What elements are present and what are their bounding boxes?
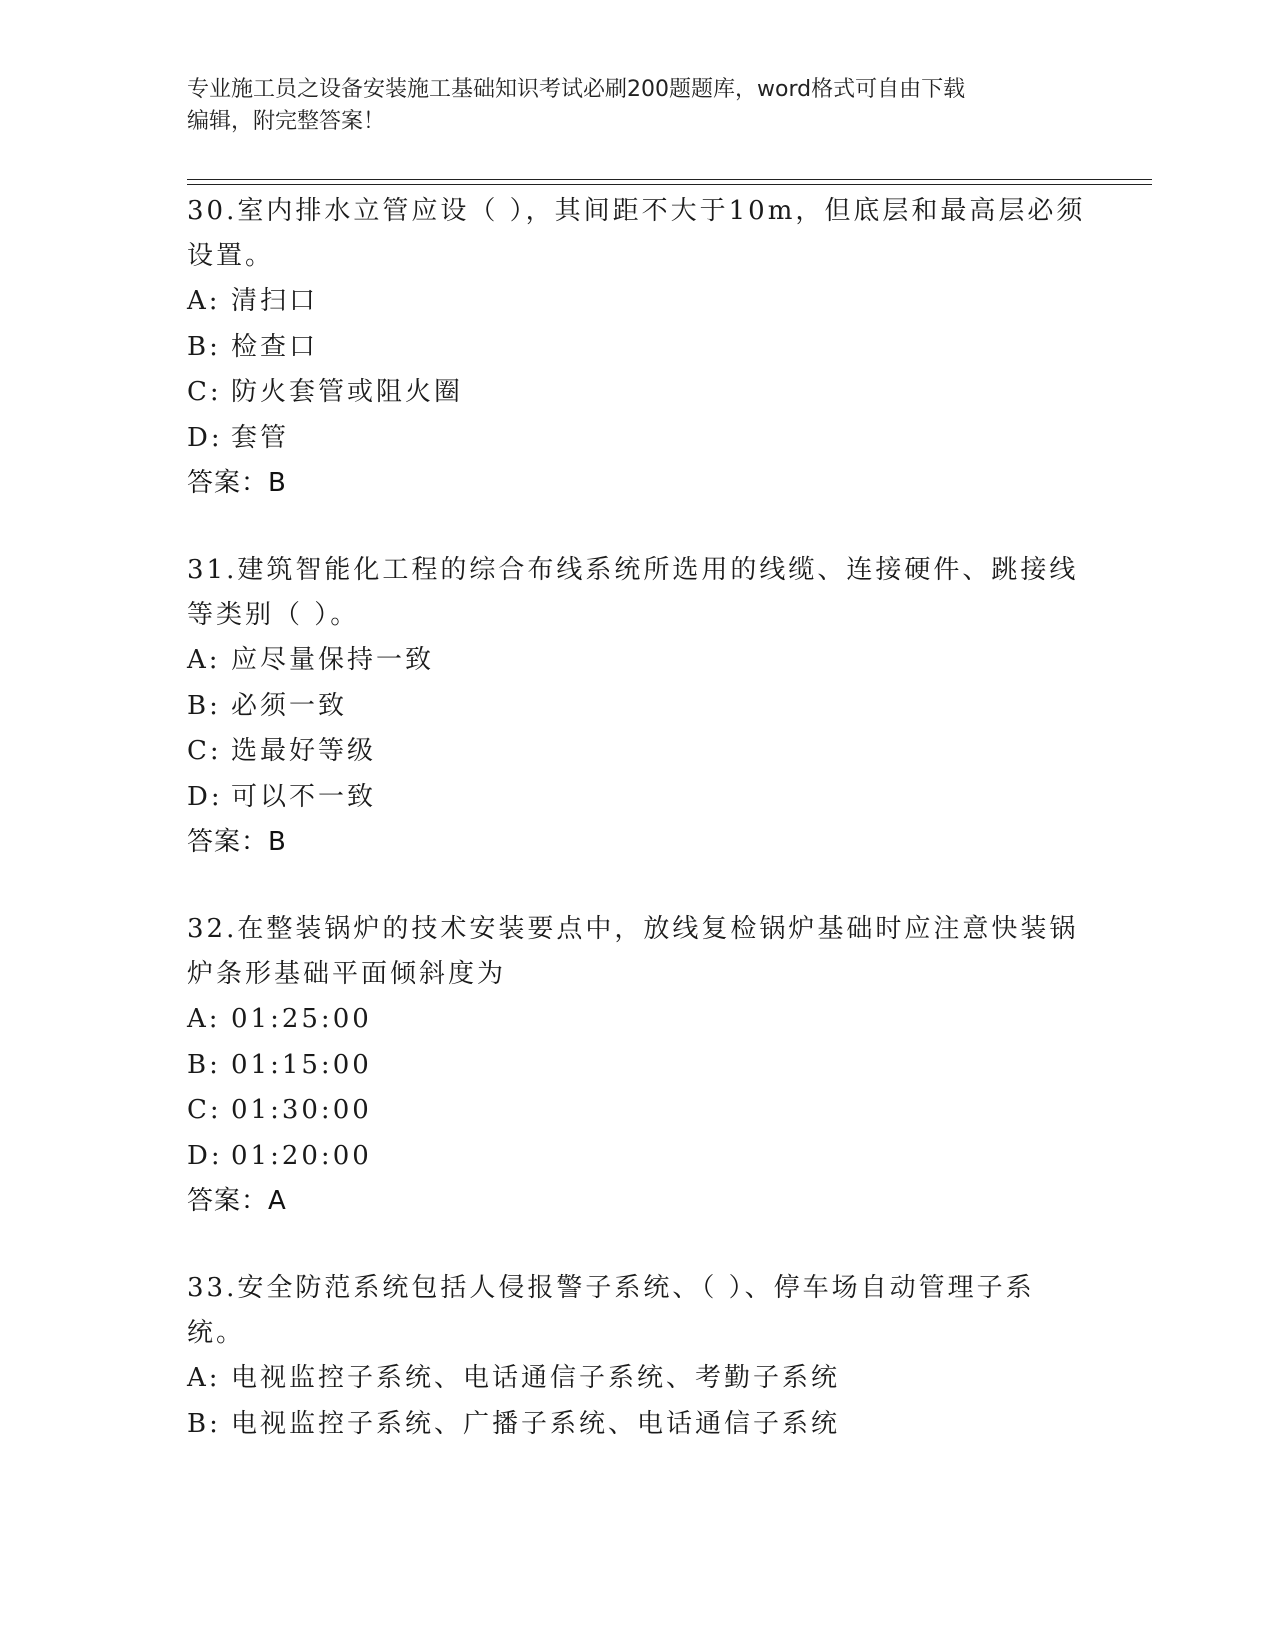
- option-text: 电视监控子系统、电话通信子系统、考勤子系统: [231, 1363, 841, 1393]
- question-stem: [187, 907, 1087, 997]
- question-spacer: [187, 506, 1087, 548]
- option-text: 防火套管或阻火圈: [231, 377, 464, 407]
- option-key: B:: [187, 331, 221, 362]
- option-text: 选最好等级: [231, 736, 377, 766]
- answer-line: 答案：B: [187, 827, 287, 857]
- option-list: [187, 638, 1087, 820]
- option-d: [187, 1134, 1087, 1180]
- option-text: 电视监控子系统、广播子系统、电话通信子系统: [231, 1408, 841, 1439]
- option-c: [187, 729, 1087, 775]
- question-stem-line: 统。: [187, 1318, 246, 1348]
- option-text: 必须一致: [231, 690, 348, 721]
- question-32: [187, 907, 1087, 1224]
- question-stem: [187, 189, 1087, 279]
- option-text: 可以不一致: [231, 781, 377, 812]
- question-stem-line: 等类别（ ）。: [187, 600, 360, 630]
- option-key: D:: [187, 1140, 223, 1171]
- question-stem: [187, 1266, 1087, 1356]
- option-text: 01:20:00: [231, 1140, 372, 1171]
- option-key: C:: [187, 736, 222, 766]
- option-text: 清扫口: [231, 286, 319, 316]
- option-text: 套管: [231, 422, 290, 453]
- option-text: 01:30:00: [231, 1095, 372, 1125]
- document-header: [187, 74, 1067, 138]
- option-c: [187, 370, 1087, 416]
- option-list: [187, 997, 1087, 1179]
- option-list: [187, 279, 1087, 461]
- question-spacer: [187, 865, 1087, 907]
- option-d: [187, 416, 1087, 462]
- question-stem-line: 炉条形基础平面倾斜度为: [187, 959, 507, 989]
- option-a: [187, 279, 1087, 325]
- option-c: [187, 1088, 1087, 1134]
- question-33: [187, 1266, 1087, 1447]
- option-text: 检查口: [231, 331, 319, 362]
- option-key: A:: [187, 645, 221, 675]
- question-stem-line: 32.在整装锅炉的技术安装要点中，放线复检锅炉基础时应注意快装锅: [187, 914, 1079, 944]
- option-b: [187, 1043, 1087, 1089]
- option-key: B:: [187, 690, 221, 721]
- option-a: [187, 638, 1087, 684]
- option-key: B:: [187, 1049, 221, 1080]
- question-30: [187, 189, 1087, 506]
- question-stem-line: 设置。: [187, 241, 275, 271]
- question-31: [187, 548, 1087, 865]
- option-b: [187, 1402, 1087, 1448]
- option-a: [187, 997, 1087, 1043]
- header-divider-bottom: [187, 184, 1152, 185]
- option-key: B:: [187, 1408, 221, 1439]
- question-spacer: [187, 1224, 1087, 1266]
- question-list: [187, 189, 1087, 1447]
- option-list: [187, 1356, 1087, 1447]
- option-key: A:: [187, 1363, 221, 1393]
- option-a: [187, 1356, 1087, 1402]
- option-key: D:: [187, 422, 223, 453]
- option-key: C:: [187, 1095, 222, 1125]
- option-key: C:: [187, 377, 222, 407]
- header-title-line-1: 专业施工员之设备安装施工基础知识考试必刷200题题库，word格式可自由下载: [187, 77, 966, 102]
- option-text: 01:25:00: [231, 1004, 372, 1034]
- option-text: 应尽量保持一致: [231, 645, 435, 675]
- answer-line: 答案：A: [187, 1186, 287, 1216]
- option-key: A:: [187, 286, 221, 316]
- option-key: A:: [187, 1004, 221, 1034]
- question-stem-line: 31.建筑智能化工程的综合布线系统所选用的线缆、连接硬件、跳接线: [187, 555, 1079, 585]
- answer-line: 答案：B: [187, 468, 287, 498]
- question-stem-line: 30.室内排水立管应设（ ），其间距不大于10m，但底层和最高层必须: [187, 196, 1086, 226]
- question-stem: [187, 548, 1087, 638]
- header-title-line-2: 编辑，附完整答案！: [187, 109, 386, 134]
- option-b: [187, 684, 1087, 730]
- option-b: [187, 325, 1087, 371]
- option-d: [187, 775, 1087, 821]
- option-key: D:: [187, 781, 223, 812]
- option-text: 01:15:00: [231, 1049, 372, 1080]
- question-stem-line: 33.安全防范系统包括人侵报警子系统、（ ）、停车场自动管理子系: [187, 1273, 1035, 1303]
- header-divider-top: [187, 179, 1152, 180]
